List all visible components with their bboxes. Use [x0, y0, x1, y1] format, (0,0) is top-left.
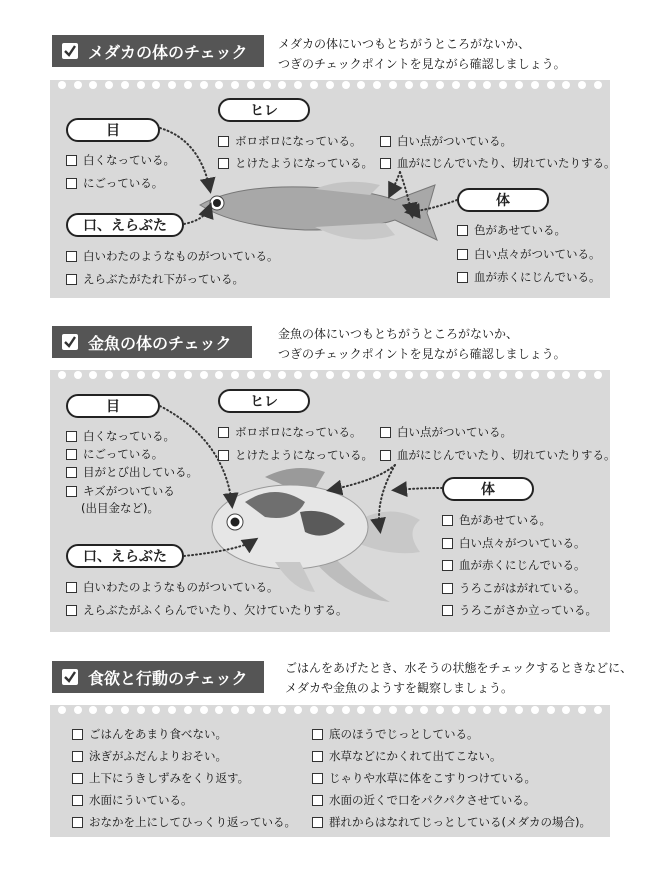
check-item: とけたようになっている。 [218, 447, 373, 463]
check-item: にごっている。 [66, 175, 163, 191]
check-item: ボロボロになっている。 [218, 424, 362, 440]
check-item: 上下にうきしずみをくり返す。 [72, 770, 249, 786]
check-item: うろこがさか立っている。 [442, 602, 597, 618]
check-item: 白い点々がついている。 [457, 246, 601, 262]
section-intro: ごはんをあげたとき、水そうの状態をチェックするときなどに、 メダカや金魚のようすを観察しましょう。 [285, 661, 633, 695]
check-item: 泳ぎがふだんよりおそい。 [72, 748, 227, 764]
body-label: 体 [457, 188, 549, 212]
check-item: 水草などにかくれて出てこない。 [312, 748, 502, 764]
check-item: 白くなっている。 [66, 152, 175, 168]
check-item: にごっている。 [66, 446, 163, 462]
check-item: 色があせている。 [442, 512, 551, 528]
section-title: メダカの体のチェック [88, 42, 248, 62]
section-title: 食欲と行動のチェック [88, 668, 248, 688]
check-item: 血がにじんでいたり、切れていたりする。 [380, 155, 616, 171]
check-item: 白いわたのようなものがついている。 [66, 248, 279, 264]
check-item: 目がとび出している。 [66, 464, 198, 480]
check-item: ボロボロになっている。 [218, 133, 362, 149]
fin-label: ヒレ [218, 389, 310, 413]
mouth-label: 口、えらぶた [66, 544, 184, 568]
check-item: おなかを上にしてひっくり返っている。 [72, 814, 296, 830]
section-title: 金魚の体のチェック [88, 333, 232, 353]
check-item: えらぶたがたれ下がっている。 [66, 271, 244, 287]
body-label: 体 [442, 477, 534, 501]
eye-label: 目 [66, 394, 160, 418]
check-item-continued: (出目金など)。 [81, 501, 159, 515]
check-item: キズがついている [66, 483, 175, 499]
check-item: 血が赤くにじんでいる。 [442, 557, 586, 573]
check-item: 血が赤くにじんでいる。 [457, 269, 601, 285]
check-item: 白い点がついている。 [380, 424, 512, 440]
section-intro: 金魚の体にいつもとちがうところがないか、 つぎのチェックポイントを見ながら確認しましょう。 [278, 327, 566, 361]
check-item: 色があせている。 [457, 222, 566, 238]
check-item: 水面の近くで口をパクパクさせている。 [312, 792, 535, 808]
check-item: うろこがはがれている。 [442, 580, 586, 596]
check-item: 白い点がついている。 [380, 133, 512, 149]
eye-label: 目 [66, 118, 160, 142]
check-item: 底のほうでじっとしている。 [312, 726, 479, 742]
mouth-label: 口、えらぶた [66, 213, 184, 237]
check-item: 白いわたのようなものがついている。 [66, 579, 279, 595]
check-item: 水面にういている。 [72, 792, 193, 808]
check-item: えらぶたがふくらんでいたり、欠けていたりする。 [66, 602, 348, 618]
check-item: じゃりや水草に体をこすりつけている。 [312, 770, 536, 786]
check-item: 白くなっている。 [66, 428, 175, 444]
check-item: とけたようになっている。 [218, 155, 373, 171]
check-item: 群れからはなれてじっとしている(メダカの場合)。 [312, 814, 591, 830]
section-intro: メダカの体にいつもとちがうところがないか、 つぎのチェックポイントを見ながら確認しましょう。 [278, 37, 566, 71]
check-item: 白い点々がついている。 [442, 535, 586, 551]
fin-label: ヒレ [218, 98, 310, 122]
check-item: ごはんをあまり食べない。 [72, 726, 227, 742]
check-item: 血がにじんでいたり、切れていたりする。 [380, 447, 616, 463]
